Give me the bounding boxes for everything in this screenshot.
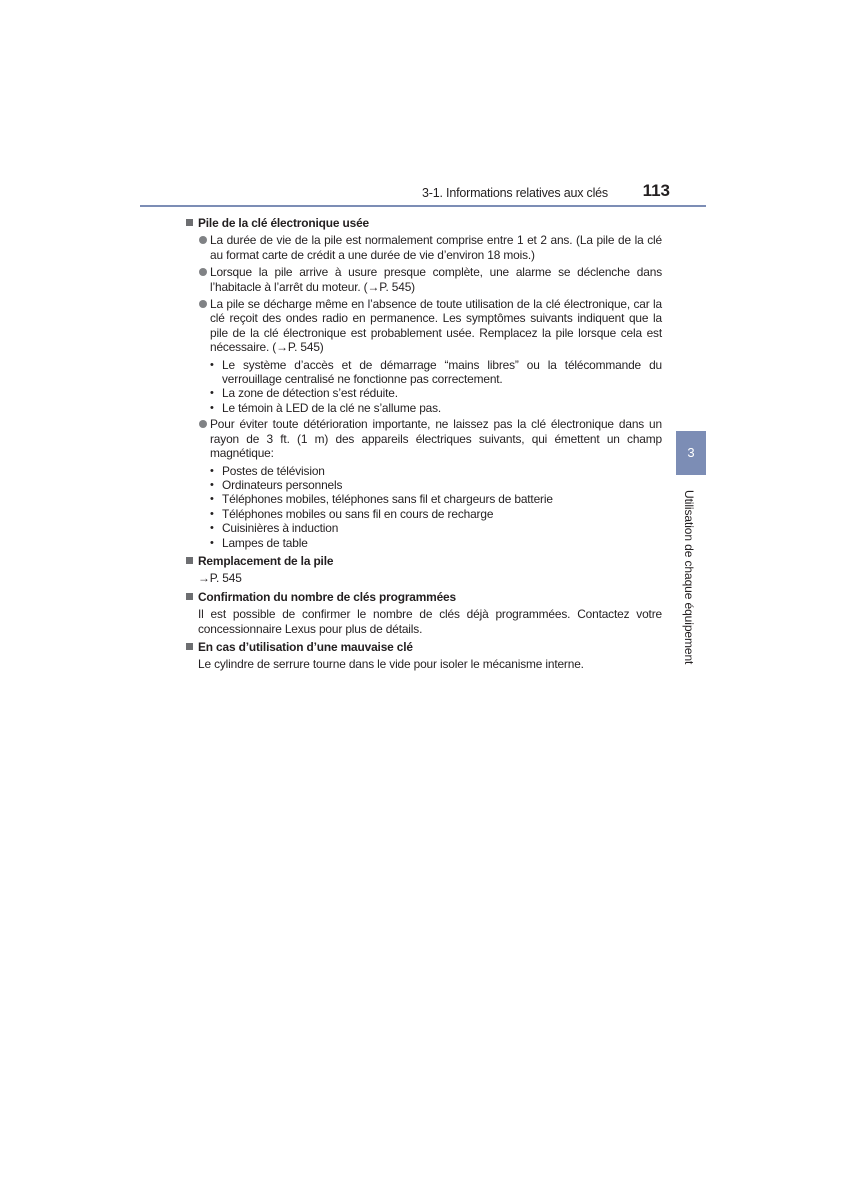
devices-list [186,464,662,550]
dot-bullet-icon: • [210,358,214,371]
section-heading: Pile de la clé électronique usée [186,216,662,230]
square-bullet-icon [186,557,193,564]
page-number: 113 [642,181,670,200]
sub-list-item: • Le système d’accès et de démarrage “mains libres” ou la télécommande du verrouillage centralisé ne fonctionne pas correctement. [210,357,662,387]
list-item: La durée de vie de la pile est normalement comprise entre 1 et 2 ans. (La pile de la clé au format carte de crédit a une durée de vie d’environ 18 mois.) [186,233,662,262]
section-title: 3-1. Informations relatives aux clés [422,186,608,200]
dot-bullet-icon: • [210,493,214,506]
dot-bullet-icon: • [210,387,214,400]
square-bullet-icon [186,219,193,226]
section-battery [186,216,662,550]
chapter-tab [676,431,706,475]
dot-bullet-icon: • [210,507,214,520]
dot-bullet-icon: • [210,464,214,477]
section-replacement [186,554,662,586]
circle-bullet-icon [199,236,207,244]
dot-bullet-icon: • [210,401,214,414]
list-item: Lorsque la pile arrive à usure presque complète, une alarme se déclenche dans l’habitacle à l’arrêt du moteur. (→P. 545) [186,265,662,294]
section-heading: Confirmation du nombre de clés programmées [186,590,662,604]
sub-list-item: • Téléphones mobiles ou sans fil en cours de recharge [210,506,494,521]
page-content [186,216,662,676]
symptoms-list [186,358,662,416]
square-bullet-icon [186,593,193,600]
page-header [140,178,706,207]
sub-list-item: • Lampes de table [210,535,308,550]
dot-bullet-icon: • [210,536,214,549]
circle-bullet-icon [199,268,207,276]
page-reference: →P. 545 [198,571,242,586]
sub-list-item: • Postes de télévision [210,463,325,478]
sub-list-item: • Le témoin à LED de la clé ne s’allume pas. [210,400,442,415]
section-confirmation [186,590,662,636]
sub-list-item: • La zone de détection s’est réduite. [210,386,398,401]
circle-bullet-icon [199,300,207,308]
chapter-number: 3 [687,445,695,460]
square-bullet-icon [186,643,193,650]
list-item: La pile se décharge même en l’absence de toute utilisation de la clé électronique, car la clé reçoit des ondes radio en permanence. Les symptômes suivants indiquent que la pile de la clé électronique est probablement usée. Remplacez la pile lorsque cela est nécessaire. (→P. 545) [186,297,662,355]
sub-list-item: • Cuisinières à induction [210,521,339,536]
section-paragraph: Le cylindre de serrure tourne dans le vide pour isoler le mécanisme interne. [198,657,584,672]
sub-list-item: • Téléphones mobiles, téléphones sans fil et chargeurs de batterie [210,492,553,507]
dot-bullet-icon: • [210,522,214,535]
section-heading: En cas d’utilisation d’une mauvaise clé [186,640,662,654]
chapter-title: Utilisation de chaque équipement [682,490,696,665]
sub-list-item: • Ordinateurs personnels [210,477,343,492]
circle-bullet-icon [199,420,207,428]
dot-bullet-icon: • [210,478,214,491]
section-wrong-key [186,640,662,672]
section-heading: Remplacement de la pile [186,554,662,568]
list-item: Pour éviter toute détérioration importante, ne laissez pas la clé électronique dans un rayon de 3 ft. (1 m) des appareils électriques suivants, qui émettent un champ magnétique: [186,417,662,460]
section-paragraph: Il est possible de confirmer le nombre de clés déjà programmées. Contactez votre concessionnaire Lexus pour plus de détails. [198,607,662,636]
